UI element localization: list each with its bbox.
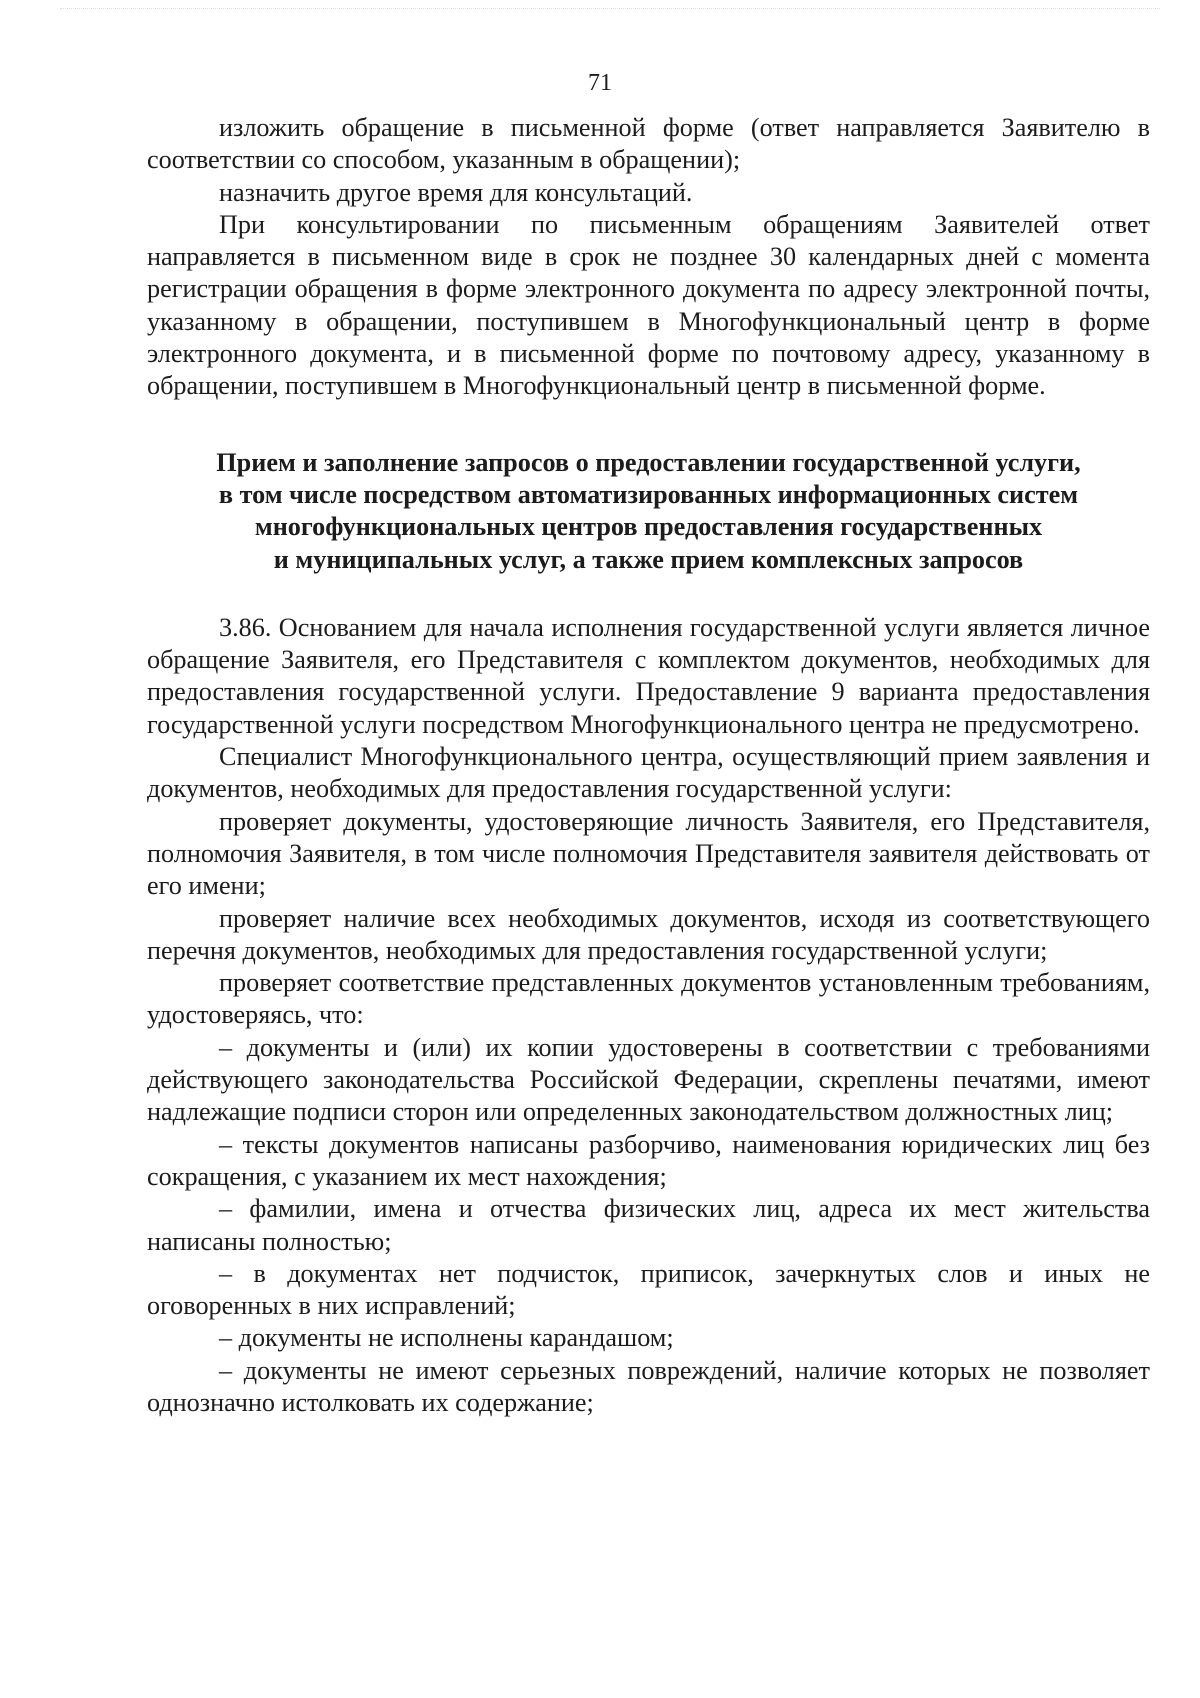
document-body bbox=[147, 112, 1150, 1419]
paragraph: изложить обращение в письменной форме (ответ направляется Заявителю в соответствии со способом, указанным в обращении); bbox=[147, 113, 1150, 175]
list-item: – в документах нет подчисток, приписок, зачеркнутых слов и иных не оговоренных в них исправлений; bbox=[147, 1258, 1150, 1321]
paragraph: назначить другое время для консультаций. bbox=[219, 177, 693, 207]
paragraph-3-86: 3.86. Основанием для начала исполнения государственной услуги является личное обращение Заявителя, его Представителя с комплектом документов, необходимых для предоставления государственной услуги. Предоставление 9 варианта предоставления государственной услуги посредством Многофункционального центра не предусмотрено. bbox=[147, 612, 1150, 739]
list-item: – фамилии, имена и отчества физических лиц, адреса их мест жительства написаны полностью; bbox=[147, 1194, 1150, 1256]
paragraph: проверяет соответствие представленных документов установленным требованиям, удостоверяясь, что: bbox=[147, 968, 1150, 1030]
list-item: – документы и (или) их копии удостоверены в соответствии с требованиями действующего законодательства Российской Федерации, скреплены печатями, имеют надлежащие подписи сторон или определенных законодательством должностных лиц; bbox=[147, 1032, 1150, 1127]
section-heading bbox=[147, 447, 1150, 576]
list-item: – документы не исполнены карандашом; bbox=[219, 1323, 674, 1353]
scan-edge-artifact bbox=[60, 8, 1160, 13]
paragraph: При консультировании по письменным обращениям Заявителей ответ направляется в письменном виде в срок не позднее 30 календарных дней с момента регистрации обращения в форме электронного документа по адресу электронной почты, указанному в обращении, поступившем в Многофункциональный центр в форме электронного документа, и в письменной форме по почтовому адресу, указанному в обращении, поступившем в Многофункциональный центр в письменной форме. bbox=[147, 209, 1150, 401]
section-heading-line: и муниципальных услуг, а также прием комплексных запросов bbox=[273, 544, 1024, 574]
section-heading-line: Прием и заполнение запросов о предоставлении государственной услуги, bbox=[216, 447, 1081, 477]
list-item: – тексты документов написаны разборчиво, наименования юридических лиц без сокращения, с указанием их мест нахождения; bbox=[147, 1129, 1150, 1191]
section-heading-line: многофункциональных центров предоставления государственных bbox=[254, 512, 1043, 542]
section-heading-line: в том числе посредством автоматизированных информационных систем bbox=[218, 479, 1079, 509]
list-item: – документы не имеют серьезных повреждений, наличие которых не позволяет однозначно истолковать их содержание; bbox=[147, 1355, 1150, 1417]
page-number: 71 bbox=[588, 70, 612, 96]
paragraph: проверяет документы, удостоверяющие личность Заявителя, его Представителя, полномочия Заявителя, в том числе полномочия Представителя заявителя действовать от его имени; bbox=[147, 806, 1150, 901]
paragraph: проверяет наличие всех необходимых документов, исходя из соответствующего перечня документов, необходимых для предоставления государственной услуги; bbox=[147, 903, 1150, 965]
paragraph: Специалист Многофункционального центра, осуществляющий прием заявления и документов, необходимых для предоставления государственной услуги: bbox=[147, 742, 1150, 804]
spacer bbox=[147, 576, 1150, 612]
